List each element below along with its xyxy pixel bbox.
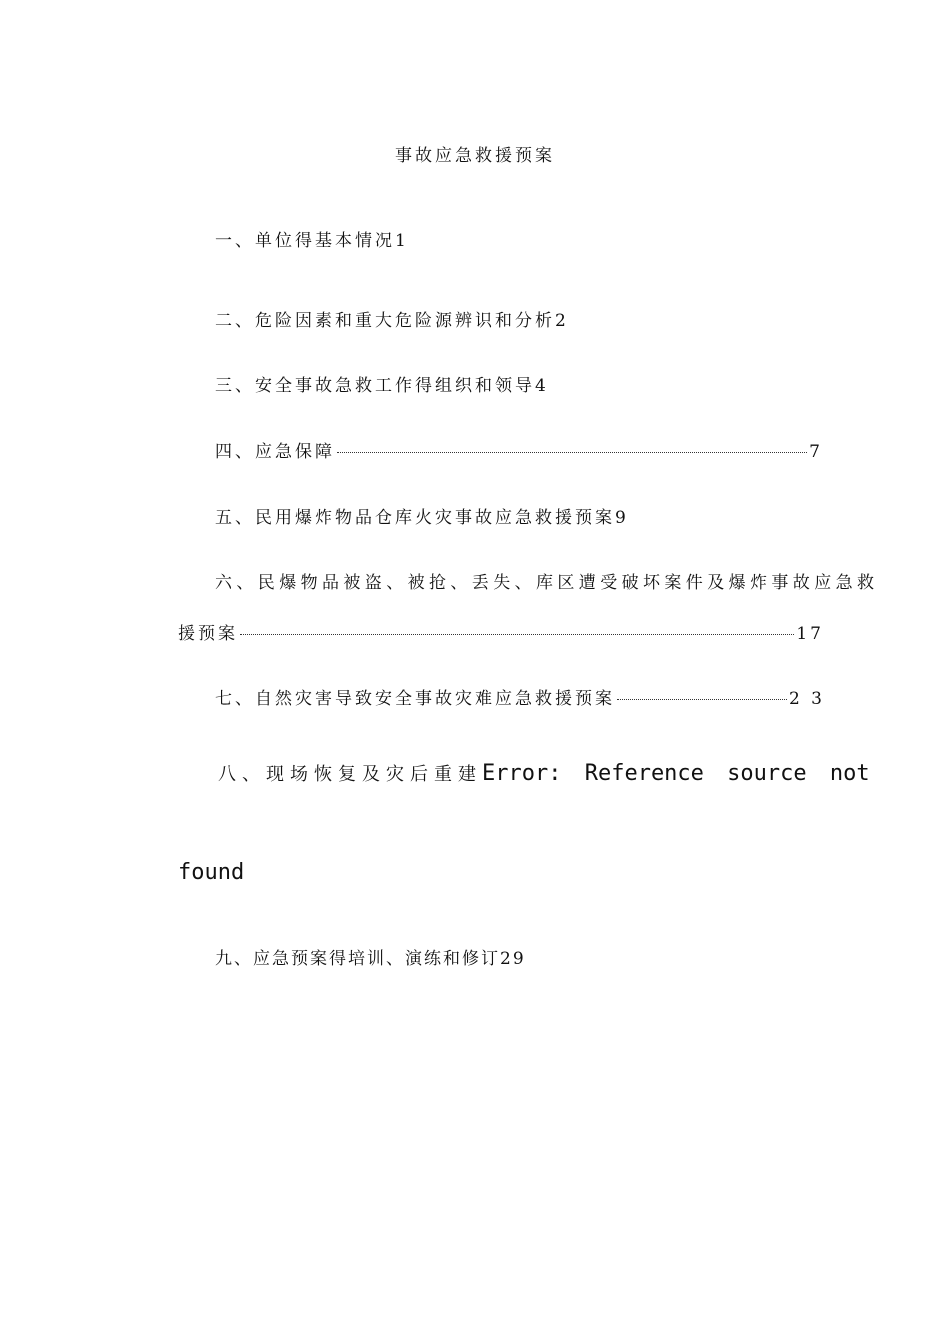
toc-item-6-line1[interactable]: 六、民爆物品被盗、被抢、丢失、库区遭受破坏案件及爆炸事故应急救 (215, 573, 879, 593)
toc-item-3[interactable]: 三、安全事故急救工作得组织和领导4 (215, 376, 549, 396)
toc-item-1[interactable]: 一、单位得基本情况1 (215, 231, 409, 251)
reference-error-text: Error: Reference source not (482, 761, 870, 786)
toc-item-8-label: 八、现场恢复及灾后重建 (218, 764, 482, 785)
toc-item-2[interactable]: 二、危险因素和重大危险源辨识和分析2 (215, 311, 569, 331)
toc-item-6-label-cont: 援预案 (178, 624, 238, 644)
document-title: 事故应急救援预案 (395, 146, 555, 166)
toc-item-8[interactable] (218, 760, 870, 786)
toc-item-7[interactable] (215, 684, 825, 709)
toc-item-8-cont (178, 860, 244, 885)
toc-item-6-page: 17 (796, 624, 824, 644)
toc-leader-dots (617, 699, 787, 700)
toc-leader-dots (337, 452, 807, 453)
toc-item-4[interactable] (215, 437, 823, 462)
toc-item-7-label: 七、自然灾害导致安全事故灾难应急救援预案 (215, 689, 615, 709)
toc-item-5[interactable]: 五、民用爆炸物品仓库火灾事故应急救援预案9 (215, 508, 629, 528)
toc-item-9[interactable]: 九、应急预案得培训、演练和修订29 (215, 949, 526, 969)
toc-item-4-label: 四、应急保障 (215, 442, 335, 462)
reference-error-text-cont: found (178, 860, 245, 885)
toc-item-4-page: 7 (809, 442, 823, 462)
toc-item-7-page: 2 3 (788, 689, 825, 709)
toc-item-6-line2[interactable] (178, 619, 824, 644)
toc-leader-dots (240, 634, 794, 635)
